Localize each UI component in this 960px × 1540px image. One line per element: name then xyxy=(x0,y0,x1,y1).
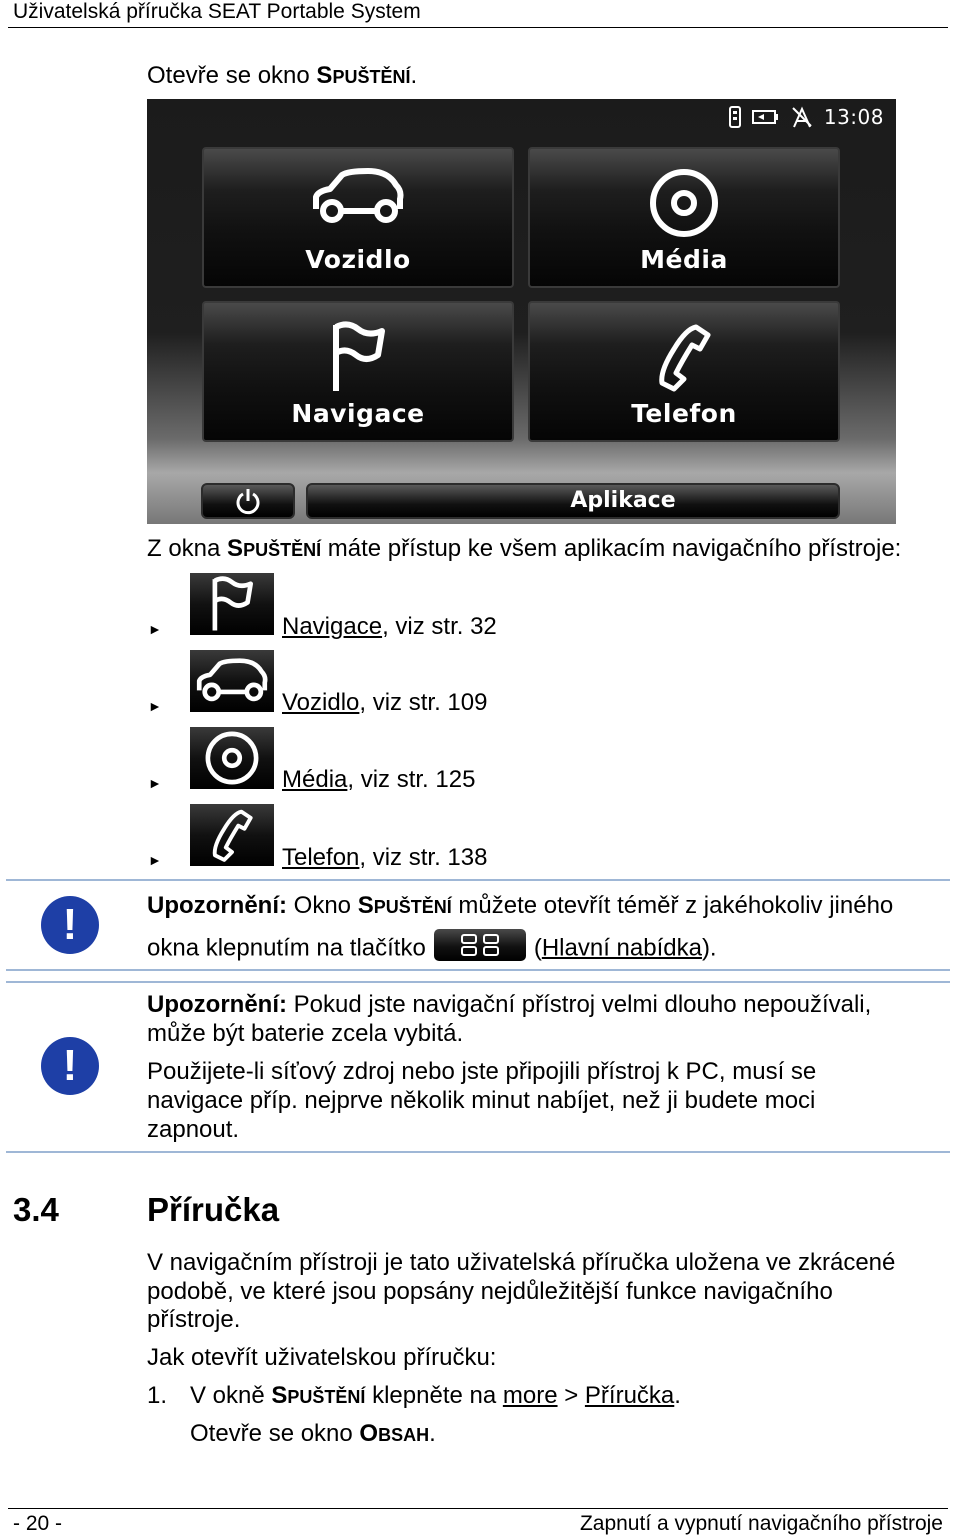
bullet-icon: ► xyxy=(148,698,162,714)
link-navigace[interactable]: Navigace xyxy=(282,613,383,640)
list-item: Telefon, viz str. 138 xyxy=(282,844,488,871)
note-rule-top xyxy=(6,879,950,881)
power-button[interactable] xyxy=(201,483,295,519)
note2-line3: Použijete-li síťový zdroj nebo jste připojili přístroj k PC, musí se xyxy=(147,1058,817,1085)
footer-rule xyxy=(8,1508,948,1509)
battery-icon xyxy=(752,109,780,125)
list-item: Média, viz str. 125 xyxy=(282,766,476,793)
document-header-title: Uživatelská příručka SEAT Portable System xyxy=(13,0,421,23)
grid-icon xyxy=(434,929,526,961)
window-name: SPUŠTĚNÍ xyxy=(271,1382,366,1409)
link-media[interactable]: Média xyxy=(282,766,348,793)
flag-icon xyxy=(328,321,388,393)
phone-icon xyxy=(652,321,716,393)
link-vozidlo[interactable]: Vozidlo xyxy=(282,689,360,716)
bullet-icon: ► xyxy=(148,621,162,637)
status-bar xyxy=(728,104,884,130)
note2-line1: Upozornění: Pokud jste navigační přístroj velmi dlouho nepoužívali, xyxy=(147,991,872,1018)
disc-icon xyxy=(648,167,720,239)
link-more[interactable]: more xyxy=(502,1382,558,1409)
note-rule-bottom xyxy=(6,969,950,971)
note1-line2: okna klepnutím na tlačítko (Hlavní nabídka). xyxy=(147,933,717,965)
section-paragraph: V navigačním přístroji je tato uživatelská příručka uložena ve zkrácené xyxy=(147,1249,896,1276)
note2-line4: navigace příp. nejprve několik minut nabíjet, než ji budete moci xyxy=(147,1087,816,1114)
tile-label: Média xyxy=(640,245,728,274)
window-name: SPUŠTĚNÍ xyxy=(357,892,452,919)
intro-text: Otevře se okno SPUŠTĚNÍ. xyxy=(147,62,418,89)
note-label: Upozornění: xyxy=(147,991,287,1018)
clock-time: 13:08 xyxy=(823,105,884,129)
page-number: - 20 - xyxy=(13,1512,63,1535)
tile-vozidlo[interactable] xyxy=(202,147,514,288)
section-number: 3.4 xyxy=(13,1191,59,1228)
tile-label: Navigace xyxy=(291,399,425,428)
bullet-icon: ► xyxy=(148,775,162,791)
tile-label: Vozidlo xyxy=(305,245,411,274)
section-title: Příručka xyxy=(147,1191,280,1228)
disc-icon xyxy=(190,727,274,789)
device-screenshot xyxy=(147,99,896,524)
car-icon xyxy=(190,650,274,712)
bullet-icon: ► xyxy=(148,852,162,868)
window-name: SPUŠTĚNÍ xyxy=(316,62,411,89)
gps-device-icon xyxy=(728,106,742,128)
link-prirucka[interactable]: Příručka xyxy=(584,1382,675,1409)
flag-icon xyxy=(190,573,274,635)
note2-line5: zapnout. xyxy=(147,1116,240,1143)
satellite-off-icon xyxy=(790,105,814,129)
section-paragraph: Jak otevřít uživatelskou příručku: xyxy=(147,1344,497,1371)
section-paragraph: podobě, ve které jsou popsány nejdůležitější funkce navigačního xyxy=(147,1278,833,1305)
link-hlavni-nabidka[interactable]: Hlavní nabídka xyxy=(541,934,702,962)
note-rule-top xyxy=(6,981,950,983)
phone-icon xyxy=(190,804,274,866)
note1-line1: Upozornění: Okno SPUŠTĚNÍ můžete otevřít téměř z jakéhokoliv jiného xyxy=(147,892,894,919)
note-label: Upozornění: xyxy=(147,892,287,919)
tile-telefon[interactable] xyxy=(528,301,840,442)
step-text: V okně SPUŠTĚNÍ klepněte na more > Příručka. xyxy=(190,1382,681,1409)
car-icon xyxy=(308,167,408,227)
device-bottom-bar xyxy=(147,469,896,524)
tile-media[interactable] xyxy=(528,147,840,288)
list-item: Navigace, viz str. 32 xyxy=(282,613,497,640)
tile-label: Telefon xyxy=(631,399,737,428)
apps-button[interactable] xyxy=(306,483,840,519)
warning-icon: ! xyxy=(41,1037,99,1095)
access-text: Z okna SPUŠTĚNÍ máte přístup ke všem aplikacím navigačního přístroje: xyxy=(147,535,902,562)
section-paragraph: přístroje. xyxy=(147,1306,241,1333)
warning-icon: ! xyxy=(41,896,99,954)
note-rule-bottom xyxy=(6,1151,950,1153)
list-item: Vozidlo, viz str. 109 xyxy=(282,689,488,716)
apps-label: Aplikace xyxy=(570,488,676,513)
footer-chapter: Zapnutí a vypnutí navigačního přístroje xyxy=(579,1512,943,1535)
note2-line2: může být baterie zcela vybitá. xyxy=(147,1020,464,1047)
window-name: SPUŠTĚNÍ xyxy=(227,535,322,562)
window-name: OBSAH xyxy=(359,1420,430,1447)
header-rule xyxy=(8,27,948,28)
main-menu-button xyxy=(434,929,526,961)
tile-navigace[interactable] xyxy=(202,301,514,442)
power-icon xyxy=(234,487,262,515)
intro-pre: Otevře se okno xyxy=(147,62,317,89)
link-telefon[interactable]: Telefon xyxy=(282,844,360,871)
step-result: Otevře se okno OBSAH. xyxy=(190,1420,436,1447)
step-number: 1. xyxy=(147,1382,168,1409)
